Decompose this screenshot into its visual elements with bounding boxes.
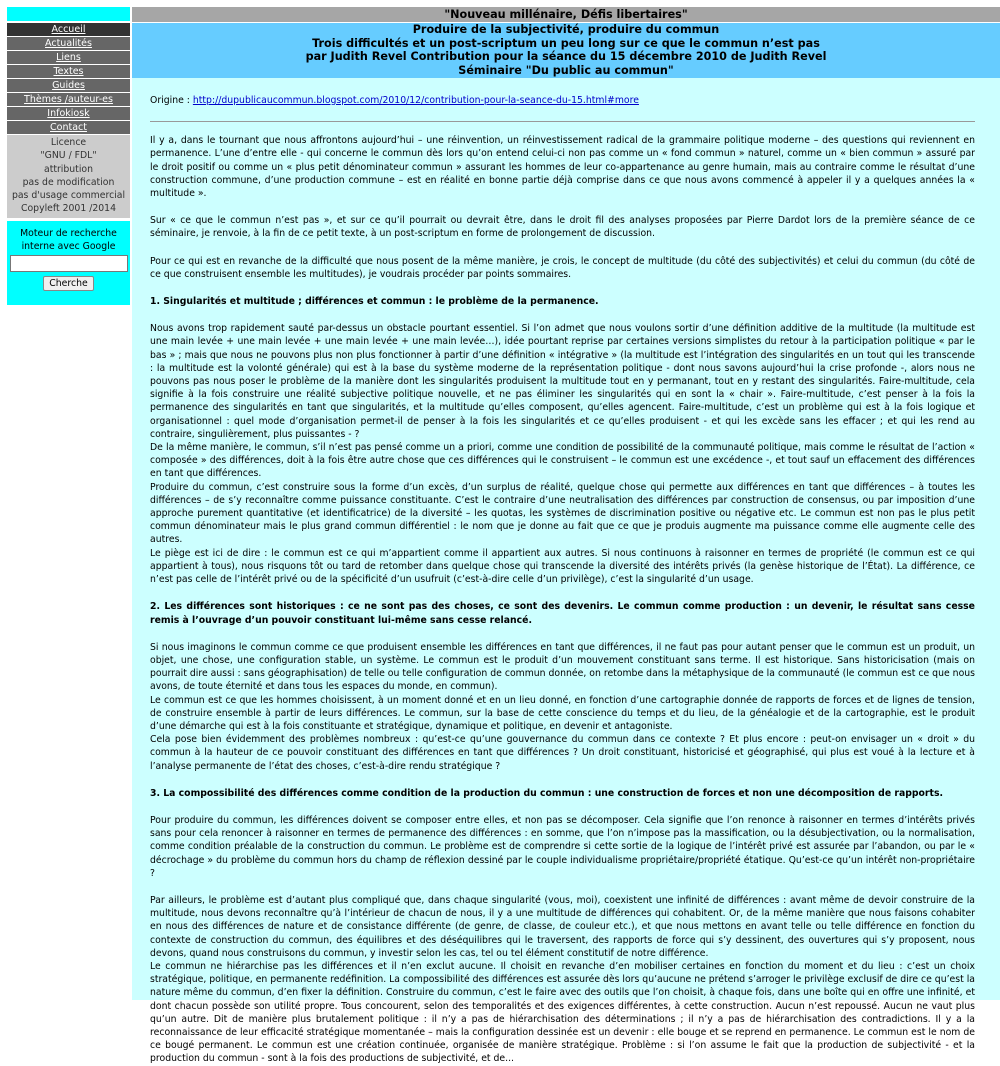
site-title: "Nouveau millénaire, Défis libertaires" — [132, 7, 1000, 22]
search-input[interactable] — [10, 255, 128, 272]
paragraph: Si nous imaginons le commun comme ce que produisent ensemble les différences en tant que différences, il ne faut pas pour autant penser que le commun est un produit, un objet, une chose, une configuration stable, un système. Le commun est le produit d’un mouvement constituant sans terme. Il est historique. Sans historicisation (mais on pourrait dire aussi : sans géographisation) de telle ou telle configuration de commun donnée, on retombe dans la métaphysique de la communauté (le commun est ce que nous avons, de toute éternité et dans tous les espaces du monde, en commun). — [150, 641, 975, 693]
paragraph: Pour produire du commun, les différences doivent se composer entre elles, et non pas se décomposer. Cela signifie que l’on renonce à raisonner en termes d’intérêts privés sans pour cela renoncer à raisonner en termes de permanence des différences : en somme, que l’on n’impose pas la massification, ou la désubjectivation, ou la normalisation, comme condition préalable de la construction du commun. Le problème est de comprendre si cette sortie de la logique de l’intérêt privé est assurée par l’abandon, ou par le « décrochage » du problème du commun hors du champ de réflexion dessiné par le couple individualisme propriétaire/propriété étatique. Qu’est-ce qu’un intérêt non-propriétaire ? — [150, 814, 975, 879]
origin-link[interactable]: http://dupublicaucommun.blogspot.com/2010/12/contribution-pour-la-seance-du-15.html#more — [192, 95, 639, 106]
search-label: Moteur de recherche — [20, 227, 117, 239]
paragraph: Il y a, dans le tournant que nous affrontons aujourd’hui – une réinvention, un réinvestissement radical de la grammaire politique moderne – des questions qui reviennent en permanence. L’une d’entre elle - qui concerne le commun dès lors qu’on entend celui-ci non pas comme un « fond commun » naturel, comme un « bien commun » assuré par le droit positif ou comme un « plus petit dénominateur commun » assurant les hommes de leur co-appartenance au genre humain, mais au contraire comme le résultat d’une construction commune, d’une production commune – est en réalité en bonne partie déjà comprise dans ce que nous avons commencé à appeler il y a quelques années la « multitude ». — [150, 135, 975, 200]
article-author: par Judith Revel Contribution pour la séance du 15 décembre 2010 de Judith Revel — [305, 50, 827, 63]
nav-textes[interactable]: Textes — [7, 65, 130, 78]
license-line: pas de modification — [22, 176, 115, 188]
nav-guides[interactable]: Guides — [7, 79, 130, 92]
article-header — [132, 23, 1000, 78]
divider — [150, 121, 975, 122]
search-label: interne avec Google — [21, 240, 116, 252]
paragraph: Nous avons trop rapidement sauté par-dessus un obstacle pourtant essentiel. Si l’on admet que nous voulons sortir d’une définition additive de la multitude (la multitude est une main levée + une main levée + une main levée + une main levée…), idée pourtant reprise par certaines versions simplistes du retour à la participation politique « par le bas » ; mais que nous ne pouvons plus non plus fonctionner à partir d’une définition « intégrative » (la multitude est l’intégration des singularités en un tout qui les transcende : la multitude est la volonté générale) qui est à la base du système moderne de la représentation politique - dont nous savons aujourd’hui la crise profonde -, alors nous ne pouvons pas nous poser le problème de la manière dont les singularités produisent la multitude tout en y permanant, tout en y restant des singularités. Faire-multitude, cela signifie à la fois construire une réalité subjective politique nouvelle, et ne pas éliminer les singularités qui en sont la « chair ». Faire-multitude, c’est penser à la fois la permanence des singularités en tant que singularités, et la multitude qu’elles composent, qu’elles agencent. Faire-multitude, c’est un problème qui est à la fois logique et organisationnel : quel mode d’organisation permet-il de penser à la fois les singularités et ce qu’elles produisent - et qui les excède sans les effacer ; et qui les rend au contraire, singulièrement, plus puissantes - ? — [150, 323, 975, 440]
license-line: Copyleft 2001 /2014 — [20, 203, 116, 215]
paragraph: Cela pose bien évidemment des problèmes nombreux : qu’est-ce qu’une gouvernance du commun dans ce contexte ? Et plus encore : peut-on envisager un « droit » du commun à la hauteur de ce pouvoir constituant des différences en tant que différences ? Un droit constituant, historicisé et géographisé, qui plus est voué à la lecture et à l’analyse permanente de l’état des choses, c’est-à-dire rendu stratégique ? — [150, 734, 975, 772]
license-box — [7, 135, 130, 218]
section-heading: 2. Les différences sont historiques : ce ne sont pas des choses, ce sont des devenirs. Le commun comme production : un devenir, le résultat sans cesse remis à l’ouvrage d’un pouvoir constituant lui-même sans cesse relancé. — [150, 601, 975, 626]
top-strip — [7, 7, 130, 21]
sidebar — [7, 23, 130, 305]
nav-infokiosk[interactable]: Infokiosk — [7, 107, 130, 120]
paragraph: Pour ce qui est en revanche de la difficulté que nous posent de la même manière, je crois, le concept de multitude (du côté des subjectivités) et celui du commun (du côté de ce que construisent ensemble les multitudes), je voudrais procéder par points sommaires. — [150, 255, 975, 280]
origin-label: Origine : — [150, 95, 193, 106]
nav-contact[interactable]: Contact — [7, 121, 130, 134]
search-button[interactable]: Cherche — [43, 276, 93, 291]
origin-line — [150, 94, 975, 107]
paragraph: Produire du commun, c’est construire sous la forme d’un excès, d’un surplus de réalité, quelque chose qui permette aux différences en tant que différences – à toutes les différences – de s’y reconnaître comme puissance constituante. C’est le contraire d’une neutralisation des différences par construction de consensus, ou par imposition d’une approche purement quantitative (et identificatrice) de la diversité – les quotas, les systèmes de discrimination positive ou négative etc. Le commun est non pas le plus petit commun dénominateur mais le plus grand commun différentiel : le nom que je donne au fait que ce que je produis augmente ma puissance comme elle augmente celle des autres. — [150, 481, 975, 546]
paragraph: Le commun ne hiérarchise pas les différences et il n’en exclut aucune. Il choisit en revanche d’en mobiliser certaines en fonction du moment et du lieu : c’est un choix stratégique, politique, en permanente redéfinition. La compossibilité des différences est assurée dès lors qu’aucune ne prétend s’arroger le privilège exclusif de dire ce qu’est la nature même du commun, d’en fixer la définition. Construire du commun, c’est le faire avec des outils que l’on choisit, à chaque fois, dans une boîte qui en offre une infinité, et dont chacun possède son utilité propre. Tous concourent, selon des temporalités et des exigences différentes, à cette construction. Aucun n’est repoussé. Aucun ne vaut plus qu’un autre. Dit de manière plus brutalement politique : il n’y a pas de hiérarchisation des déterminations ; il n’y a pas de hiérarchisation des contradictions. Il y a la reconnaissance de leur efficacité stratégique momentanée – mais la configuration dessinée est un devenir : elle bouge et se reprend en permanence. Le commun est le nom de ce bougé permanent. Le commun est une création continuée, organisée de manière stratégique. Problème : si l’on assume le fait que la production de subjectivité - et la production du commun - sont à la fois des productions de subjectivité, et de... — [150, 960, 975, 1065]
article-content — [132, 78, 1000, 1065]
search-box — [7, 221, 130, 305]
paragraph: Par ailleurs, le problème est d’autant plus compliqué que, dans chaque singularité (vous, moi), coexistent une infinité de différences : avant même de devoir construire de la multitude, nous devons reconnaître qu’à l’intérieur de chacun de nous, il y a une multitude de différences qui cohabitent. Or, de la même manière que nous faisons cohabiter en nous des différences de nature et de consistance différente (de genre, de classe, de couleur etc.), et que nous mettons en avant telle ou telle différence en fonction du contexte de construction du commun, des équilibres et des déséquilibres qui le traversent, des rapports de force qui s’y dessinent, des ouvertures qui s’y proposent, nous devons, quand nous construisons du commun, y investir selon les cas, tel ou tel élément constitutif de notre différence. — [150, 894, 975, 959]
nav-themes[interactable]: Thèmes /auteur-es — [7, 93, 130, 106]
license-line: "GNU / FDL" — [40, 150, 97, 162]
paragraph: Le piège est ici de dire : le commun est ce qui m’appartient comme il appartient aux autres. Si nous continuons à raisonner en termes de propriété (le commun est ce qui appartient à tous), nous risquons tôt ou tard de retomber dans quelque chose qui transcende la diversité des intérêts privés (la genèse historique de l’État). La différence, ce n’est pas celle de l’intérêt privé ou de la spécificité d’un usufruit (c’est-à-dire celle d’un privilège), c’est la singularité d’un usage. — [150, 547, 975, 586]
section-heading: 3. La compossibilité des différences comme condition de la production du commun : une construction de forces et non une décomposition de rapports. — [150, 787, 944, 799]
license-line: Licence — [50, 137, 87, 148]
article-title: Produire de la subjectivité, produire du commun — [412, 23, 720, 36]
license-line: attribution — [44, 163, 93, 175]
nav-actualites[interactable]: Actualités — [7, 37, 130, 50]
article-seminar: Séminaire "Du public au commun" — [458, 63, 674, 77]
paragraph: Le commun est ce que les hommes choisissent, à un moment donné et en un lieu donné, en fonction d’une cartographie donnée de rapports de forces et de lignes de tension, de construire ensemble à partir de leurs différences. Le commun, sur la base de cette conscience du temps et du lieu, de la généalogie et de la cartographie, est le produit d’une démarche qui est à la fois constituante et stratégique, dynamique et politique, en devenir et antagoniste. — [150, 694, 975, 732]
section-heading: 1. Singularités et multitude ; différences et commun : le problème de la permanence. — [150, 296, 599, 308]
license-line: pas d'usage commercial — [11, 190, 126, 202]
nav-accueil[interactable]: Accueil — [7, 23, 130, 36]
paragraph: De la même manière, le commun, s’il n’est pas pensé comme un a priori, comme une condition de possibilité de la communauté politique, mais comme le résultat de l’action « composée » des différences, doit à la fois être autre chose que ces différences qui le construisent – le commun est une excédence -, et tout sauf un effacement des différences en tant que différences. — [150, 442, 975, 480]
article-subtitle: Trois difficultés et un post-scriptum un peu long sur ce que le commun n’est pas — [312, 36, 820, 50]
nav-liens[interactable]: Liens — [7, 51, 130, 64]
paragraph: Sur « ce que le commun n’est pas », et sur ce qu’il pourrait ou devrait être, dans le droit fil des analyses proposées par Pierre Dardot lors de la première séance de ce séminaire, je renvoie, à la fin de ce petit texte, à un post-scriptum en forme de prolongement de discussion. — [150, 215, 975, 240]
